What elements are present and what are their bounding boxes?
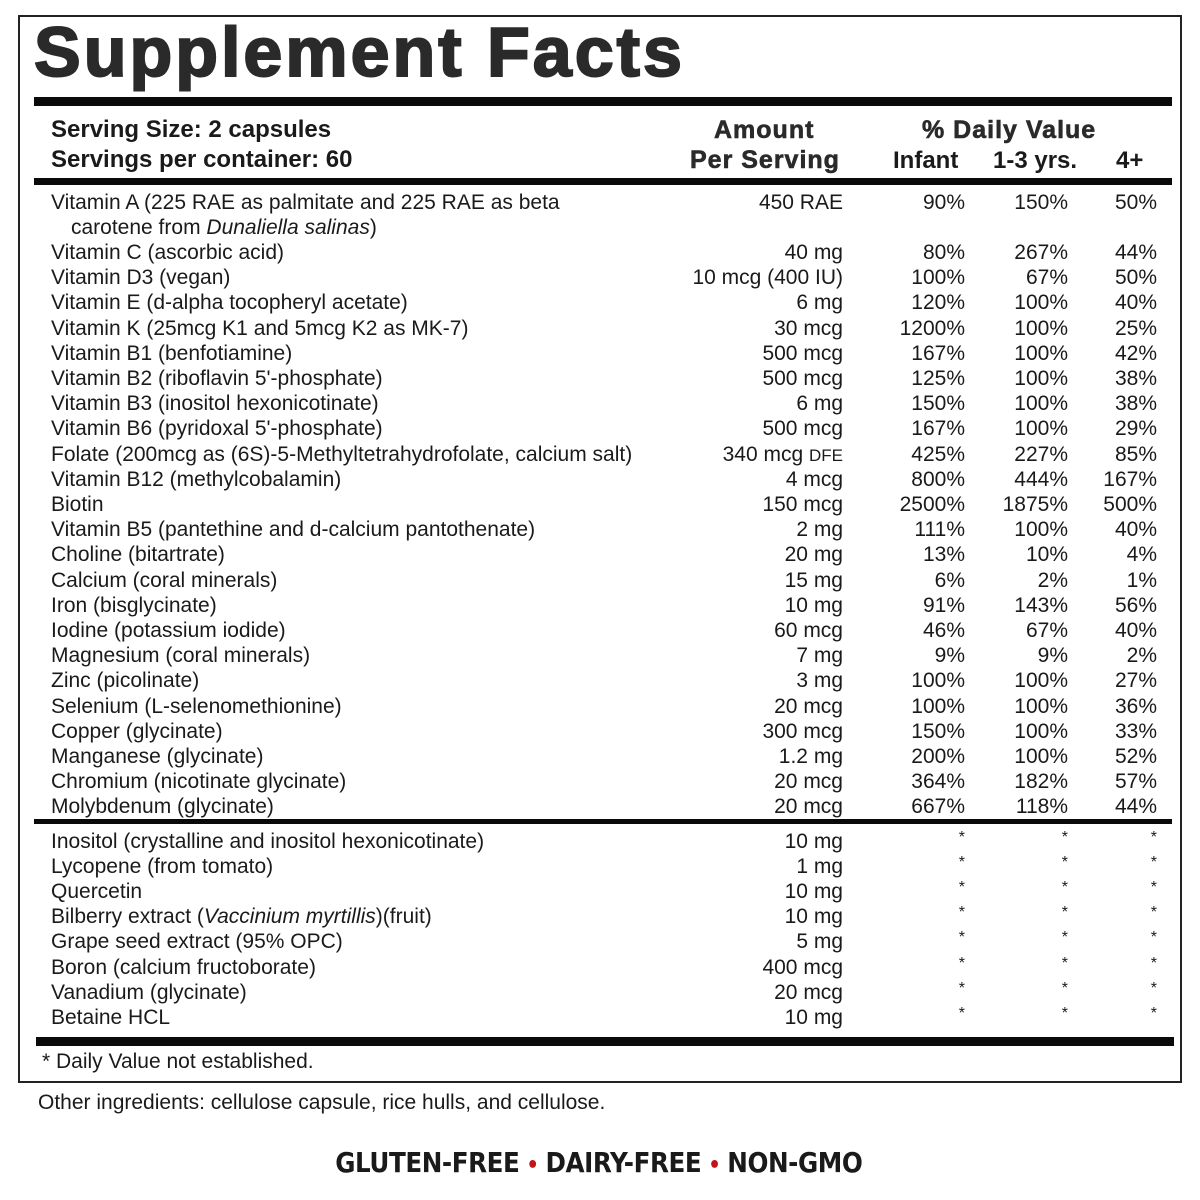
table-row — [0, 542, 1200, 567]
amount-per-serving: 20 mcg — [774, 770, 843, 794]
nutrient-name: Quercetin — [51, 880, 143, 904]
table-row — [0, 517, 1200, 542]
daily-value-header: % Daily Value — [922, 116, 1097, 144]
table-row — [0, 879, 1200, 904]
nutrient-name: Vitamin E (d-alpha tocopheryl acetate) — [51, 291, 408, 315]
dv-adult: * — [1150, 904, 1157, 922]
amount-per-serving: 500 mcg — [762, 367, 843, 390]
dv-toddler: * — [1061, 904, 1068, 922]
dv-adult: 1% — [1126, 568, 1157, 592]
table-row — [0, 904, 1200, 929]
dv-infant: * — [958, 954, 965, 972]
table-row — [0, 618, 1200, 643]
table-row — [0, 980, 1200, 1005]
badges — [71, 1146, 1127, 1179]
dv-toddler: 100% — [1014, 341, 1068, 365]
nutrient-name: Vitamin K (25mcg K1 and 5mcg K2 as MK-7) — [51, 316, 469, 340]
dv-adult: 2% — [1126, 644, 1157, 668]
dv-infant: 6% — [934, 568, 965, 592]
dv-toddler: 100% — [1014, 719, 1068, 743]
dv-infant: 80% — [922, 241, 965, 264]
dv-infant: 667% — [911, 795, 965, 819]
dv-toddler: 118% — [1015, 795, 1068, 819]
dv-adult: 40% — [1114, 291, 1157, 315]
dv-infant: * — [958, 929, 965, 947]
dv-adult: * — [1150, 954, 1157, 972]
dv-toddler: 100% — [1014, 291, 1068, 315]
dv-adult: * — [1150, 929, 1157, 947]
amount-per-serving: 10 mcg (400 IU) — [692, 266, 843, 290]
dv-infant: 13% — [922, 543, 965, 567]
separator-dot-icon: • — [708, 1153, 721, 1178]
dv-adult: 36% — [1114, 694, 1157, 718]
dv-infant: 46% — [922, 619, 965, 642]
dv-adult: * — [1150, 979, 1157, 997]
amount-per-serving: 20 mcg — [774, 795, 843, 819]
per-serving-header: Per Serving — [690, 146, 840, 174]
dv-toddler: * — [1061, 979, 1068, 997]
dv-toddler: 227% — [1014, 442, 1068, 466]
table-row — [0, 955, 1200, 980]
dv-adult: 50% — [1114, 191, 1157, 214]
dv-infant: 200% — [911, 745, 965, 768]
nutrient-name: Iodine (potassium iodide) — [51, 619, 286, 642]
dv-toddler: 182% — [1014, 770, 1068, 794]
dv-infant: * — [958, 979, 965, 997]
adult-header: 4+ — [1116, 147, 1144, 174]
dv-adult: 25% — [1114, 316, 1157, 340]
amount-per-serving: 10 mg — [784, 830, 843, 853]
dv-toddler: 100% — [1014, 367, 1068, 390]
amount-per-serving: 1.2 mg — [778, 745, 843, 768]
dv-infant: 167% — [911, 341, 965, 365]
amount-per-serving: 10 mg — [784, 1005, 843, 1029]
amount-per-serving: 500 mcg — [762, 417, 843, 441]
panel-title: Supplement Facts — [34, 13, 685, 91]
dv-adult: * — [1150, 829, 1157, 846]
nutrient-name: Vitamin B12 (methylcobalamin) — [51, 467, 342, 491]
dv-toddler: 67% — [1025, 619, 1068, 642]
amount-per-serving: 20 mcg — [774, 694, 843, 718]
table-row — [0, 290, 1200, 315]
nutrient-name: Biotin — [51, 493, 104, 516]
nutrient-name: Vanadium (glycinate) — [51, 980, 247, 1004]
table-row — [0, 719, 1200, 744]
dv-adult: 56% — [1114, 593, 1157, 617]
nutrient-name: Calcium (coral minerals) — [51, 568, 278, 592]
dv-adult: 50% — [1114, 266, 1157, 290]
dv-toddler: 2% — [1037, 568, 1068, 592]
dv-toddler: 100% — [1014, 316, 1068, 340]
table-row — [0, 769, 1200, 794]
amount-per-serving: 10 mg — [784, 593, 843, 617]
nutrient-name: Vitamin B6 (pyridoxal 5'-phosphate) — [51, 417, 383, 441]
divider-thick — [34, 97, 1172, 106]
amount-per-serving: 60 mcg — [774, 619, 843, 642]
dv-adult: 52% — [1114, 745, 1157, 768]
dv-toddler: 100% — [1014, 694, 1068, 718]
dv-toddler: 9% — [1037, 644, 1068, 668]
dv-toddler: * — [1061, 954, 1068, 972]
amount-per-serving: 500 mcg — [762, 341, 843, 365]
amount-per-serving: 3 mg — [796, 669, 843, 693]
nutrient-name: Vitamin D3 (vegan) — [51, 266, 231, 290]
dv-infant: 100% — [911, 669, 965, 693]
amount-header: Amount — [714, 116, 815, 144]
nutrient-name: Grape seed extract (95% OPC) — [51, 930, 343, 954]
dv-toddler: * — [1061, 854, 1068, 872]
amount-per-serving: 40 mg — [784, 241, 843, 264]
dv-toddler: 1875% — [1002, 493, 1068, 516]
divider-thick — [34, 178, 1172, 185]
nutrient-name: Molybdenum (glycinate) — [51, 795, 274, 819]
dv-toddler: 143% — [1014, 593, 1068, 617]
table-row — [0, 744, 1200, 769]
dv-toddler: 100% — [1014, 392, 1068, 416]
dv-infant: * — [958, 829, 965, 846]
dv-infant: 111% — [914, 518, 965, 542]
dv-infant: * — [958, 854, 965, 872]
nutrient-name: Vitamin A (225 RAE as palmitate and 225 RAE as beta — [51, 191, 560, 214]
nutrient-name: Choline (bitartrate) — [51, 543, 225, 567]
dv-toddler: 67% — [1025, 266, 1068, 290]
serving-size: Serving Size: 2 capsules — [51, 116, 332, 143]
dv-adult: * — [1150, 879, 1157, 897]
table-row — [0, 593, 1200, 618]
amount-per-serving: 7 mg — [796, 644, 843, 668]
dv-toddler: 267% — [1014, 241, 1068, 264]
dv-toddler: 10% — [1025, 543, 1068, 567]
table-row — [0, 854, 1200, 879]
dv-infant: 425% — [911, 442, 965, 466]
dv-adult: 4% — [1126, 543, 1157, 567]
table-row — [0, 442, 1200, 467]
dv-adult: 38% — [1114, 367, 1157, 390]
nutrient-name-continued: carotene from Dunaliella salinas) — [71, 216, 377, 239]
table-row — [0, 492, 1200, 517]
badge-gluten-free: GLUTEN-FREE — [335, 1146, 520, 1179]
nutrient-name: Folate (200mcg as (6S)-5-Methyltetrahydrofolate, calcium salt) — [51, 442, 633, 466]
amount-per-serving: 340 mcg DFE — [722, 442, 843, 466]
badge-non-gmo: NON-GMO — [727, 1146, 863, 1179]
table-row — [0, 416, 1200, 441]
dv-infant: 100% — [911, 694, 965, 718]
table-row — [0, 1005, 1200, 1030]
nutrient-name: Vitamin B2 (riboflavin 5'-phosphate) — [51, 367, 383, 390]
amount-per-serving: 30 mcg — [774, 316, 843, 340]
table-row — [0, 668, 1200, 693]
footnote: * Daily Value not established. — [42, 1050, 314, 1073]
nutrient-name: Inositol (crystalline and inositol hexonicotinate) — [51, 830, 485, 853]
dv-toddler: * — [1061, 879, 1068, 897]
nutrient-name: Magnesium (coral minerals) — [51, 644, 311, 668]
dv-infant: 364% — [911, 770, 965, 794]
dv-toddler: * — [1061, 1004, 1068, 1022]
table-row — [0, 391, 1200, 416]
amount-per-serving: 4 mcg — [785, 467, 843, 491]
toddler-header: 1-3 yrs. — [993, 147, 1078, 174]
amount-per-serving: 2 mg — [796, 518, 843, 542]
dv-toddler: 100% — [1014, 745, 1068, 768]
dv-infant: * — [958, 1004, 965, 1022]
dv-infant: 150% — [911, 392, 965, 416]
dv-adult: 44% — [1114, 795, 1157, 819]
dv-infant: 100% — [911, 266, 965, 290]
badge-dairy-free: DAIRY-FREE — [545, 1146, 702, 1179]
nutrient-name: Betaine HCL — [51, 1005, 171, 1029]
table-row — [0, 467, 1200, 492]
dv-adult: 500% — [1103, 493, 1157, 516]
dv-toddler: 100% — [1014, 417, 1068, 441]
dv-infant: * — [958, 904, 965, 922]
nutrient-name: Copper (glycinate) — [51, 719, 223, 743]
dv-adult: 40% — [1114, 619, 1157, 642]
dv-adult: * — [1150, 854, 1157, 872]
nutrient-name: Chromium (nicotinate glycinate) — [51, 770, 347, 794]
amount-per-serving: 6 mg — [796, 291, 843, 315]
dv-adult: 85% — [1114, 442, 1157, 466]
nutrient-name: Vitamin B3 (inositol hexonicotinate) — [51, 392, 379, 416]
dv-adult: 40% — [1114, 518, 1157, 542]
nutrient-name: Selenium (L-selenomethionine) — [51, 694, 342, 718]
nutrient-name: Iron (bisglycinate) — [51, 593, 217, 617]
dv-toddler: 150% — [1014, 191, 1068, 214]
divider-thick — [36, 1037, 1174, 1046]
dv-adult: 44% — [1114, 241, 1157, 264]
table-row — [0, 929, 1200, 954]
dv-infant: 125% — [911, 367, 965, 390]
dv-infant: * — [958, 879, 965, 897]
table-row — [0, 568, 1200, 593]
amount-per-serving: 10 mg — [784, 880, 843, 904]
table-row — [0, 265, 1200, 290]
nutrient-name: Bilberry extract (Vaccinium myrtillis)(fruit) — [51, 905, 432, 929]
amount-per-serving: 5 mg — [796, 930, 843, 954]
nutrient-name: Lycopene (from tomato) — [51, 855, 274, 879]
dv-infant: 1200% — [899, 316, 965, 340]
dv-adult: * — [1150, 1004, 1157, 1022]
table-row — [0, 190, 1200, 215]
infant-header: Infant — [893, 147, 959, 174]
dv-infant: 167% — [911, 417, 965, 441]
table-row — [0, 694, 1200, 719]
dv-adult: 33% — [1114, 719, 1157, 743]
amount-per-serving: 6 mg — [796, 392, 843, 416]
amount-per-serving: 15 mg — [784, 568, 843, 592]
dv-toddler: 444% — [1014, 467, 1068, 491]
dv-infant: 150% — [911, 719, 965, 743]
amount-per-serving: 300 mcg — [762, 719, 843, 743]
nutrient-name: Boron (calcium fructoborate) — [51, 955, 316, 979]
amount-per-serving: 450 RAE — [758, 191, 843, 214]
dv-adult: 42% — [1114, 341, 1157, 365]
nutrient-name: Vitamin C (ascorbic acid) — [51, 241, 285, 264]
servings-per-container: Servings per container: 60 — [51, 146, 353, 173]
table-row — [0, 316, 1200, 341]
dv-infant: 120% — [911, 291, 965, 315]
dv-toddler: 100% — [1014, 669, 1068, 693]
dv-infant: 90% — [922, 191, 965, 214]
amount-per-serving: 20 mg — [784, 543, 843, 567]
table-row — [0, 643, 1200, 668]
nutrient-name: Vitamin B5 (pantethine and d-calcium pantothenate) — [51, 518, 536, 542]
table-row — [0, 829, 1200, 854]
amount-per-serving: 150 mcg — [762, 493, 843, 516]
nutrient-name: Manganese (glycinate) — [51, 745, 264, 768]
dv-adult: 27% — [1114, 669, 1157, 693]
table-row-continuation — [0, 215, 1200, 240]
dv-adult: 38% — [1114, 392, 1157, 416]
dv-infant: 2500% — [899, 493, 965, 516]
table-row — [0, 341, 1200, 366]
amount-per-serving: 10 mg — [784, 905, 843, 929]
table-row — [0, 794, 1200, 819]
dv-adult: 57% — [1114, 770, 1157, 794]
amount-per-serving: 1 mg — [796, 855, 843, 879]
divider-medium — [34, 819, 1172, 824]
dv-infant: 9% — [934, 644, 965, 668]
table-row — [0, 240, 1200, 265]
dv-toddler: 100% — [1014, 518, 1068, 542]
nutrient-name: Zinc (picolinate) — [51, 669, 200, 693]
nutrient-name: Vitamin B1 (benfotiamine) — [51, 341, 293, 365]
dv-toddler: * — [1061, 829, 1068, 846]
amount-per-serving: 400 mcg — [762, 955, 843, 979]
dv-toddler: * — [1061, 929, 1068, 947]
table-row — [0, 366, 1200, 391]
other-ingredients: Other ingredients: cellulose capsule, rice hulls, and cellulose. — [38, 1091, 606, 1114]
dv-infant: 800% — [911, 467, 965, 491]
dv-infant: 91% — [922, 593, 965, 617]
dv-adult: 167% — [1103, 467, 1157, 491]
separator-dot-icon: • — [526, 1153, 539, 1178]
dv-adult: 29% — [1114, 417, 1157, 441]
amount-per-serving: 20 mcg — [774, 980, 843, 1004]
